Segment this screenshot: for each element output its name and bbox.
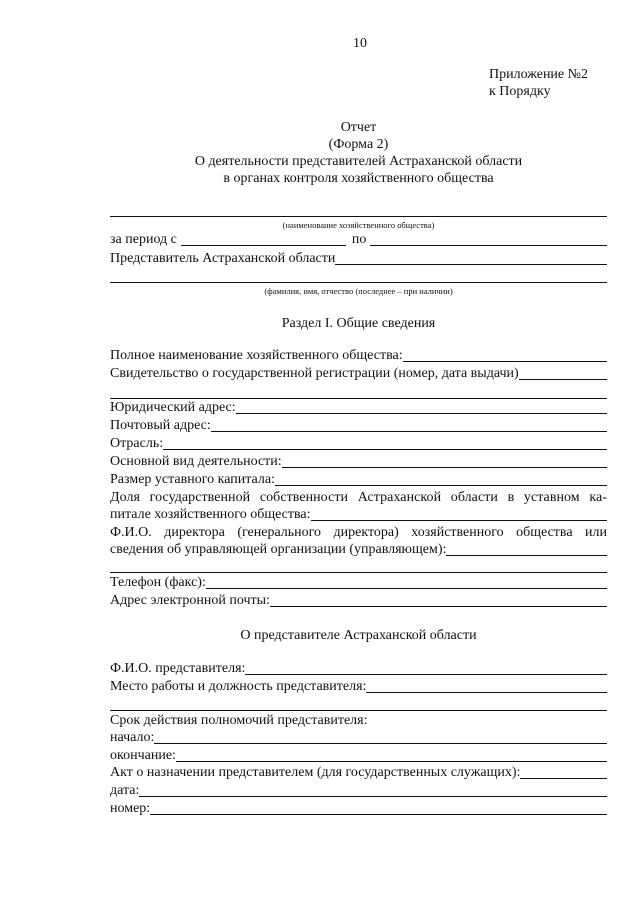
phone-label: Телефон (факс):	[110, 575, 206, 590]
period-to-label: по	[351, 232, 367, 247]
act-number-label: номер:	[110, 801, 151, 816]
email-label: Адрес электронной почты:	[110, 593, 270, 608]
phone-row	[110, 575, 607, 591]
rep-fio-label: Ф.И.О. представителя:	[110, 661, 246, 676]
period-from-label: за период с	[110, 232, 177, 247]
postal-address-label: Почтовый адрес:	[110, 418, 211, 433]
legal-address-row	[110, 400, 607, 416]
term-start-field[interactable]	[154, 743, 607, 744]
state-share-field[interactable]	[311, 520, 607, 521]
fio-caption: (фамилия, имя, отчество (последнее – при наличии)	[264, 286, 453, 296]
report-title: Отчет	[340, 120, 377, 135]
appointment-act-label: Акт о назначении представителем (для государственных служащих):	[110, 765, 521, 780]
industry-field[interactable]	[163, 449, 607, 450]
act-date-row	[110, 783, 607, 799]
state-share-label: Доля государственной собственности Астраханской области в уставном ка-	[110, 490, 607, 505]
representative-row	[110, 251, 607, 267]
email-field[interactable]	[270, 606, 607, 607]
act-number-field[interactable]	[150, 814, 607, 815]
term-start-label: начало:	[110, 730, 155, 745]
term-end-label: окончание:	[110, 748, 176, 763]
appointment-act-row	[110, 765, 607, 781]
section1-title: Раздел I. Общие сведения	[281, 316, 436, 331]
email-row	[110, 593, 607, 609]
act-number-row	[110, 801, 607, 817]
legal-address-label: Юридический адрес:	[110, 400, 236, 415]
director-field[interactable]	[446, 555, 607, 556]
state-share-row	[110, 507, 607, 523]
full-name-label: Полное наименование хозяйственного общества:	[110, 348, 403, 363]
postal-address-row	[110, 418, 607, 434]
full-name-row	[110, 348, 607, 364]
postal-address-field[interactable]	[211, 431, 607, 432]
act-date-label: дата:	[110, 783, 140, 798]
rep-fio-row	[110, 661, 607, 677]
appendix-label: Приложение №2	[489, 67, 588, 82]
page-number: 10	[353, 36, 367, 51]
rep-job-label: Место работы и должность представителя:	[110, 679, 367, 694]
report-subject-cont: в органах контроля хозяйственного общества	[223, 171, 494, 186]
rep-job-row	[110, 679, 607, 695]
phone-field[interactable]	[206, 588, 607, 589]
term-label: Срок действия полномочий представителя:	[110, 713, 368, 728]
industry-label: Отрасль:	[110, 436, 164, 451]
legal-address-field[interactable]	[236, 413, 607, 414]
capital-field[interactable]	[275, 485, 607, 486]
director-row	[110, 542, 607, 558]
report-subject: О деятельности представителей Астраханской области	[194, 154, 523, 169]
capital-label: Размер уставного капитала:	[110, 472, 275, 487]
term-start-row	[110, 730, 607, 746]
section2-title: О представителе Астраханской области	[240, 628, 477, 643]
representative-label: Представитель Астраханской области	[110, 251, 336, 266]
registration-field-cont[interactable]	[110, 398, 607, 399]
company-name-caption: (наименование хозяйственного общества)	[282, 220, 435, 230]
representative-name-field[interactable]	[110, 282, 607, 283]
act-date-field[interactable]	[139, 796, 607, 797]
registration-label: Свидетельство о государственной регистрации (номер, дата выдачи)	[110, 366, 519, 381]
state-share-label-cont: питале хозяйственного общества:	[110, 507, 311, 522]
director-label-cont: сведения об управляющей организации (управляющем):	[110, 542, 447, 557]
form-number: (Форма 2)	[328, 137, 389, 152]
period-from-field[interactable]	[181, 245, 346, 246]
representative-field[interactable]	[335, 264, 607, 265]
period-row	[110, 232, 607, 248]
main-activity-row	[110, 454, 607, 470]
term-end-row	[110, 748, 607, 764]
company-name-field[interactable]	[110, 216, 607, 217]
full-name-field[interactable]	[403, 361, 607, 362]
period-to-field[interactable]	[370, 245, 607, 246]
industry-row	[110, 436, 607, 452]
capital-row	[110, 472, 607, 488]
rep-fio-field[interactable]	[245, 674, 607, 675]
appointment-act-field[interactable]	[520, 778, 607, 779]
rep-job-field-cont[interactable]	[110, 710, 607, 711]
director-label: Ф.И.О. директора (генерального директора) хозяйственного общества или	[110, 525, 607, 540]
term-end-field[interactable]	[176, 761, 607, 762]
rep-job-field[interactable]	[366, 692, 607, 693]
appendix-reference: к Порядку	[489, 84, 551, 99]
director-field-cont[interactable]	[110, 572, 607, 573]
registration-field[interactable]	[519, 379, 607, 380]
main-activity-label: Основной вид деятельности:	[110, 454, 282, 469]
main-activity-field[interactable]	[282, 467, 607, 468]
registration-row	[110, 366, 607, 382]
